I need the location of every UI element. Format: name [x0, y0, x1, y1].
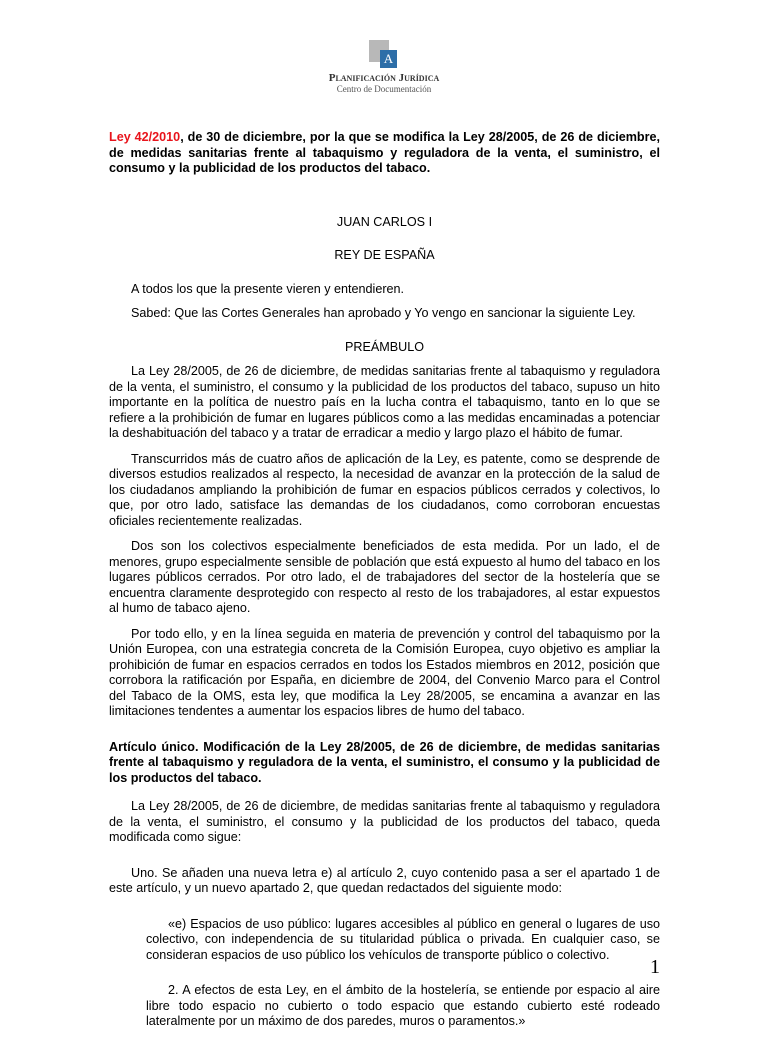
- quote-paragraph: 2. A efectos de esta Ley, en el ámbito de la hostelería, se entiende por espacio al aire libre todo espacio no cubierto o todo espacio que estando cubierto esté rodeado lateralmente por un máximo de dos paredes, muros o paramentos.»: [146, 983, 660, 1028]
- law-link[interactable]: Ley 42/2010: [109, 130, 181, 144]
- logo: [318, 40, 450, 95]
- paragraph: Por todo ello, y en la línea seguida en materia de prevención y control del tabaquismo por la Unión Europea, con una estrategia concreta de la Comisión Europea, cuyo objetivo es ampliar la prohibición de fumar en espacios cerrados en todos los Estados miembros en 2012, posición que corrobora la ratificación por España, en diciembre de 2004, del Convenio Marco para el Control del Tabaco de la OMS, esta ley, que modifica la Ley 28/2005, se encamina a avanzar en las limitaciones tendentes a aumentar los espacios libres de humo del tabaco.: [109, 626, 660, 718]
- article-intro: La Ley 28/2005, de 26 de diciembre, de medidas sanitarias frente al tabaquismo y reguladora de la venta, el suministro, el consumo y la publicidad de los productos del tabaco, queda modificada como sigue:: [109, 799, 660, 844]
- paragraph: Transcurridos más de cuatro años de aplicación de la Ley, es patente, como se desprende de diversos estudios realizados al respecto, la necesidad de avanzar en la protección de la salud de los ciudadanos ampliando la prohibición de fumar en espacios públicos cerrados y colectivos, lo que, por otro lado, satisface las demandas de los ciudadanos, como corroboran encuestas oficiales recientemente realizadas.: [109, 451, 660, 528]
- paragraph: Dos son los colectivos especialmente beneficiados de esta medida. Por un lado, el de menores, grupo especialmente sensible de población que está expuesto al humo del tabaco en los lugares públicos cerrados. Por otro lado, el de trabajadores del sector de la hostelería que se encuentra claramente desprotegido con respecto al resto de los trabajadores, al estar expuestos al humo de tabaco ajeno.: [109, 539, 660, 615]
- section-uno: Uno. Se añaden una nueva letra e) al artículo 2, cuyo contenido pasa a ser el apartado 1 de este artículo, y un nuevo apartado 2, que quedan redactados del siguiente modo:: [109, 865, 660, 895]
- title-text: , de 30 de diciembre, por la que se modifica la Ley 28/2005, de 26 de diciembre, de medidas sanitarias frente al tabaquismo y reguladora de la venta, el suministro, el consumo y la publicidad de los productos del tabaco.: [109, 130, 660, 175]
- document-title: [109, 130, 660, 177]
- logo-subtitle: Centro de Documentación: [336, 84, 432, 94]
- article-heading: Artículo único. Modificación de la Ley 28/2005, de 26 de diciembre, de medidas sanitarias frente al tabaquismo y reguladora de la venta, el suministro, el consumo y la publicidad de los productos del tabaco.: [109, 739, 660, 785]
- intro-1: A todos los que la presente vieren y entendieren.: [131, 281, 405, 296]
- intro-2: Sabed: Que las Cortes Generales han aprobado y Yo vengo en sancionar la siguiente Ley.: [131, 306, 636, 320]
- quote-paragraph: «e) Espacios de uso público: lugares accesibles al público en general o lugares de uso colectivo, con independencia de su titularidad pública o privada. En cualquier caso, se consideran espacios de uso público los vehículos de transporte público o colectivo.: [146, 916, 660, 962]
- logo-mark-icon: A: [369, 40, 399, 70]
- paragraph: La Ley 28/2005, de 26 de diciembre, de medidas sanitarias frente al tabaquismo y reguladora de la venta, el suministro, el consumo y la publicidad de los productos del tabaco, supuso un hito importante en la política de nuestro país en la lucha contra el tabaquismo, tanto en lo que se refiere a la prohibición de fumar en lugares públicos como a las medidas encaminadas a potenciar la deshabituación del tabaco y a tratar de erradicar a medio y largo plazo el hábito de fumar.: [109, 364, 660, 440]
- page-number: 1: [650, 956, 660, 978]
- logo-title: Planificación Jurídica: [328, 72, 440, 84]
- preamble-heading: PREÁMBULO: [344, 339, 425, 354]
- king-name: JUAN CARLOS I: [336, 214, 433, 229]
- king-title: REY DE ESPAÑA: [334, 248, 435, 262]
- document-body: [109, 130, 660, 1040]
